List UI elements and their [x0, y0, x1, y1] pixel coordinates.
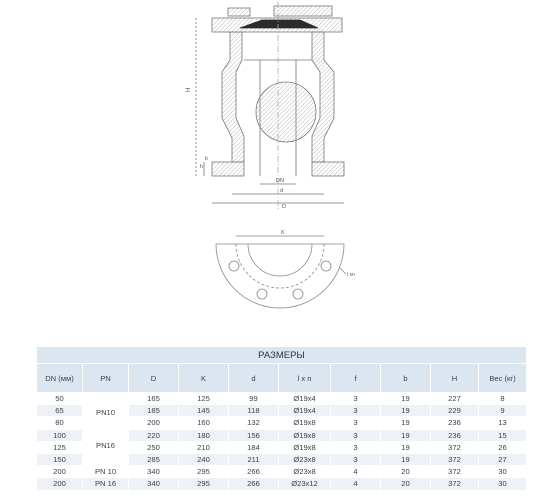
pn-group-line2: PN16 — [96, 441, 115, 451]
valve-section-view — [196, 2, 344, 210]
cell-b: 19 — [381, 393, 431, 405]
label-h: h — [200, 164, 203, 170]
cell-pn-group — [83, 393, 129, 466]
cell-weight: 27 — [479, 453, 527, 465]
cell-lxn: Ø19x8 — [279, 429, 331, 441]
header-pn: PN — [83, 364, 129, 393]
header-weight: Вес (кг) — [479, 364, 527, 393]
cell-weight: 30 — [479, 466, 527, 478]
table-row — [37, 478, 527, 490]
cell-lxn: Ø19x4 — [279, 393, 331, 405]
cell-d-outer: 250 — [129, 441, 179, 453]
dimensions-table — [36, 346, 527, 491]
cell-dn: 100 — [37, 429, 83, 441]
cell-d-outer: 285 — [129, 453, 179, 465]
cell-lxn: Ø19x4 — [279, 405, 331, 417]
cell-b: 19 — [381, 453, 431, 465]
table-title: РАЗМЕРЫ — [37, 347, 527, 364]
cell-lxn: Ø23x8 — [279, 453, 331, 465]
cell-weight: 30 — [479, 478, 527, 490]
flange-top-view — [216, 236, 346, 308]
cell-b: 19 — [381, 417, 431, 429]
cell-d: 99 — [229, 393, 279, 405]
cell-dn: 50 — [37, 393, 83, 405]
table-row — [37, 466, 527, 478]
header-d-outer: D — [129, 364, 179, 393]
cell-d-outer: 340 — [129, 466, 179, 478]
cell-f: 4 — [331, 466, 381, 478]
cell-d-outer: 220 — [129, 429, 179, 441]
label-DN: DN — [276, 178, 284, 184]
cell-weight: 8 — [479, 393, 527, 405]
cell-dn: 200 — [37, 478, 83, 490]
label-K: K — [281, 230, 285, 236]
cell-h: 372 — [431, 478, 479, 490]
cell-f: 3 — [331, 453, 381, 465]
label-D: D — [282, 204, 286, 210]
cell-d-outer: 185 — [129, 405, 179, 417]
cell-dn: 80 — [37, 417, 83, 429]
cell-f: 3 — [331, 441, 381, 453]
cell-k: 160 — [179, 417, 229, 429]
label-b: b — [205, 156, 208, 162]
header-k: K — [179, 364, 229, 393]
cell-h: 236 — [431, 417, 479, 429]
cell-dn: 200 — [37, 466, 83, 478]
cell-weight: 26 — [479, 441, 527, 453]
cell-weight: 9 — [479, 405, 527, 417]
cell-f: 3 — [331, 417, 381, 429]
cell-weight: 13 — [479, 417, 527, 429]
cell-h: 372 — [431, 466, 479, 478]
cell-k: 180 — [179, 429, 229, 441]
cell-lxn: Ø23x12 — [279, 478, 331, 490]
cell-d: 132 — [229, 417, 279, 429]
cell-f: 3 — [331, 429, 381, 441]
cell-dn: 65 — [37, 405, 83, 417]
cell-b: 20 — [381, 466, 431, 478]
header-d: d — [229, 364, 279, 393]
cell-d: 266 — [229, 466, 279, 478]
cell-dn: 125 — [37, 441, 83, 453]
cell-lxn: Ø19x8 — [279, 441, 331, 453]
cell-lxn: Ø23x8 — [279, 466, 331, 478]
cell-d: 266 — [229, 478, 279, 490]
cell-b: 20 — [381, 478, 431, 490]
table-row — [37, 393, 527, 405]
cell-dn: 150 — [37, 453, 83, 465]
cell-pn: PN 10 — [83, 466, 129, 478]
label-H: H — [186, 87, 192, 92]
pn-group-line1: PN10 — [96, 408, 115, 418]
cell-f: 4 — [331, 478, 381, 490]
cell-d: 118 — [229, 405, 279, 417]
cell-h: 229 — [431, 405, 479, 417]
cell-h: 372 — [431, 441, 479, 453]
cell-d-outer: 200 — [129, 417, 179, 429]
cell-k: 295 — [179, 478, 229, 490]
cell-weight: 15 — [479, 429, 527, 441]
cell-k: 295 — [179, 466, 229, 478]
cell-pn: PN 16 — [83, 478, 129, 490]
header-h: H — [431, 364, 479, 393]
cell-k: 210 — [179, 441, 229, 453]
cell-f: 3 — [331, 405, 381, 417]
header-lxn: l x n — [279, 364, 331, 393]
cell-b: 19 — [381, 441, 431, 453]
cell-f: 3 — [331, 393, 381, 405]
cell-k: 240 — [179, 453, 229, 465]
cell-b: 19 — [381, 405, 431, 417]
cell-h: 236 — [431, 429, 479, 441]
cell-h: 227 — [431, 393, 479, 405]
header-f: f — [331, 364, 381, 393]
cell-d: 156 — [229, 429, 279, 441]
cell-b: 19 — [381, 429, 431, 441]
label-lxn: l xn — [347, 272, 355, 278]
label-d: d — [280, 188, 284, 194]
cell-d-outer: 165 — [129, 393, 179, 405]
cell-h: 372 — [431, 453, 479, 465]
cell-d: 184 — [229, 441, 279, 453]
cell-k: 145 — [179, 405, 229, 417]
cell-d: 211 — [229, 453, 279, 465]
header-dn: DN (мм) — [37, 364, 83, 393]
cell-d-outer: 340 — [129, 478, 179, 490]
cell-k: 125 — [179, 393, 229, 405]
header-b: b — [381, 364, 431, 393]
cell-lxn: Ø19x8 — [279, 417, 331, 429]
